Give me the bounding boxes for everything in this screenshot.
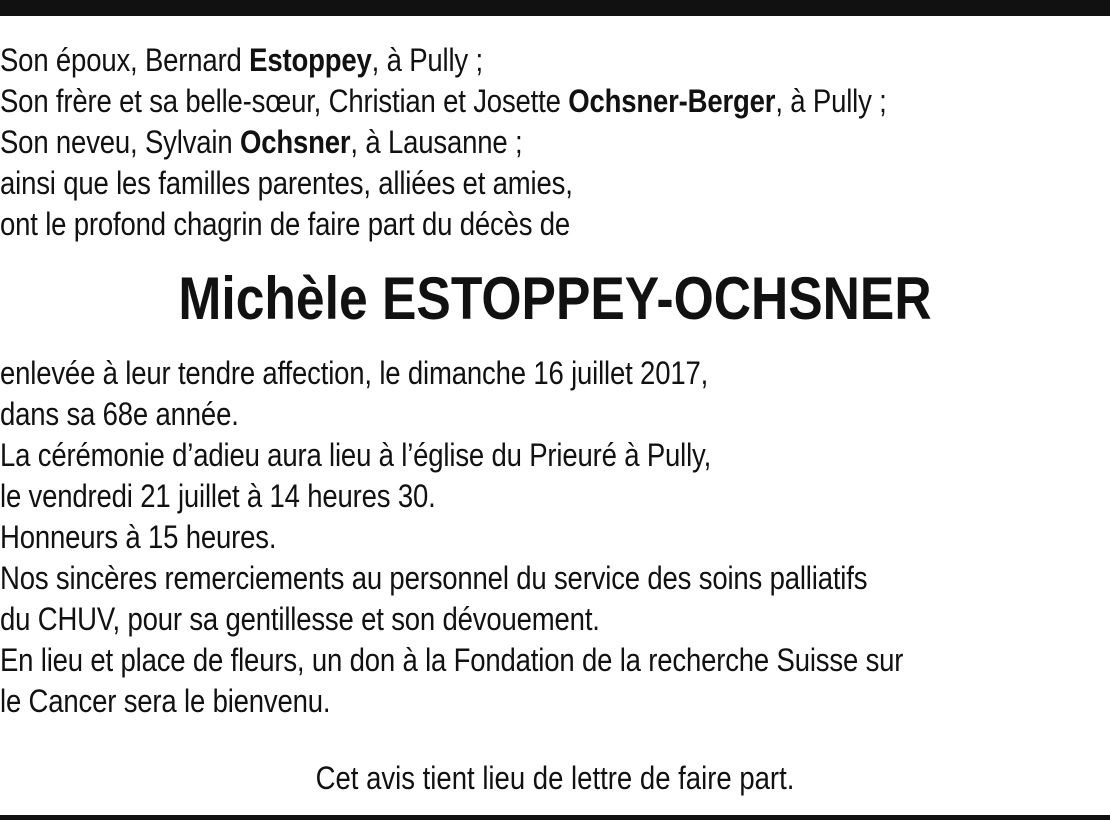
body-line: Honneurs à 15 heures. — [0, 519, 277, 555]
family-line-text: Son neveu, Sylvain — [0, 124, 240, 160]
family-line-text: , à Pully ; — [371, 42, 483, 78]
body-line: dans sa 68e année. — [0, 396, 239, 432]
top-border-rule — [0, 0, 1110, 16]
death-notice — [0, 40, 1110, 722]
family-line-text: , à Lausanne ; — [350, 124, 523, 160]
family-line-text: Son époux, Bernard — [0, 42, 250, 78]
body-line: enlevée à leur tendre affection, le dimanche 16 juillet 2017, — [0, 355, 709, 391]
family-surname: Estoppey — [249, 42, 372, 78]
body-line: En lieu et place de fleurs, un don à la Fondation de la recherche Suisse sur — [0, 642, 904, 678]
body-line: le Cancer sera le bienvenu. — [0, 683, 331, 719]
family-line-sibling — [0, 81, 955, 122]
family-surname: Ochsner — [239, 124, 351, 160]
body-line: le vendredi 21 juillet à 14 heures 30. — [0, 478, 436, 514]
family-line-text: Son frère et sa belle-sœur, Christian et Josette — [0, 83, 569, 119]
body-line: La cérémonie d’adieu aura lieu à l’église du Prieuré à Pully, — [0, 437, 712, 473]
body-line: du CHUV, pour sa gentillesse et son dévouement. — [0, 601, 600, 637]
closing-note: Cet avis tient lieu de lettre de faire part. — [315, 760, 795, 796]
family-line-spouse — [0, 40, 955, 81]
announcement-line: ont le profond chagrin de faire part du décès de — [0, 206, 571, 242]
family-line-text: , à Pully ; — [775, 83, 887, 119]
deceased-name-heading: Michèle ESTOPPEY-OCHSNER — [178, 265, 932, 332]
family-line-nephew — [0, 122, 955, 163]
body-line: Nos sincères remerciements au personnel du service des soins palliatifs — [0, 560, 868, 596]
family-surname: Ochsner-Berger — [568, 83, 776, 119]
notice-body — [0, 353, 1110, 722]
family-line-relatives: ainsi que les familles parentes, alliées et amies, — [0, 165, 573, 201]
bottom-border-rule — [0, 815, 1110, 820]
